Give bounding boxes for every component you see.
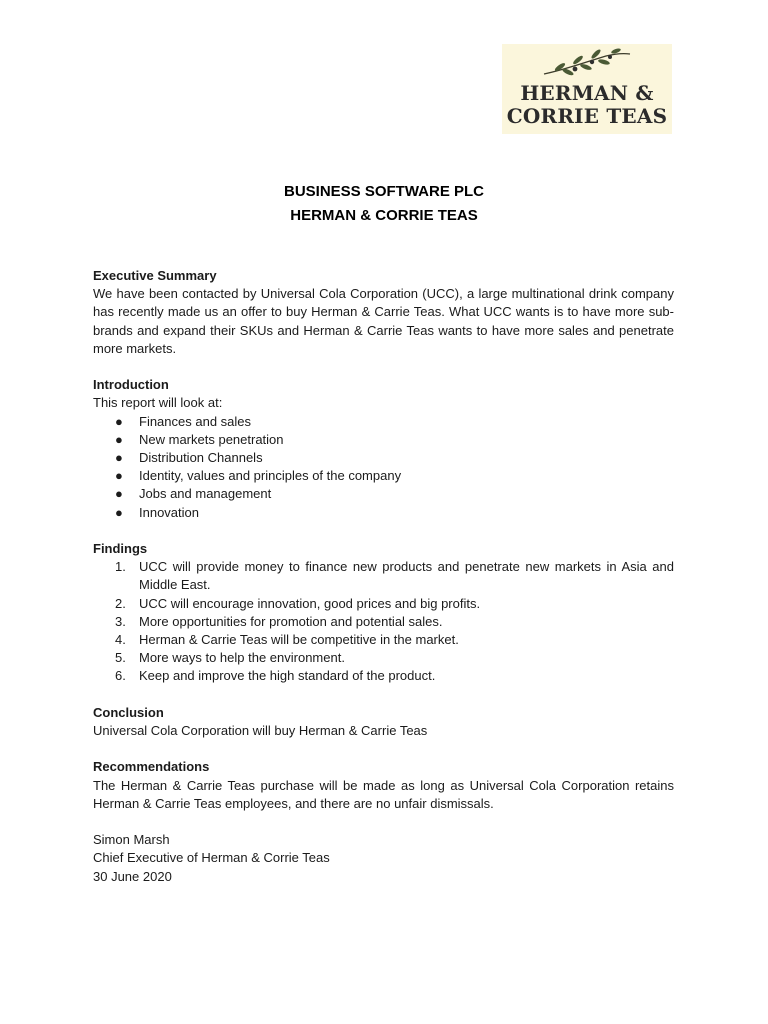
item-number: 6.: [115, 668, 126, 684]
conclusion-text: Universal Cola Corporation will buy Herman & Carrie Teas: [93, 723, 428, 739]
document-title: [0, 180, 768, 228]
list-item-text: Jobs and management: [139, 486, 272, 502]
recommendations-section: [93, 758, 674, 813]
findings-heading: Findings: [93, 541, 148, 557]
list-item-text: Herman & Carrie Teas will be competitive in the market.: [139, 632, 459, 648]
list-item: [93, 504, 674, 522]
list-item-text: New markets penetration: [139, 431, 284, 447]
list-item: [93, 631, 674, 649]
item-number: 2.: [115, 595, 126, 611]
list-item-text: Innovation: [139, 504, 199, 520]
findings-section: [93, 540, 674, 686]
list-item-text: Finances and sales: [139, 413, 252, 429]
item-number: 4.: [115, 632, 126, 648]
olive-branch-icon: [540, 48, 636, 80]
list-item: [93, 613, 674, 631]
signature-block: [93, 831, 674, 886]
item-number: 5.: [115, 650, 126, 666]
recommendations-heading: Recommendations: [93, 759, 210, 775]
signatory-name: Simon Marsh: [93, 832, 170, 848]
logo-line-2: CORRIE TEAS: [506, 104, 668, 128]
introduction-list: [93, 413, 674, 522]
recommendations-text: The Herman & Carrie Teas purchase will be made as long as Universal Cola Corporation retains Herman & Carrie Teas employees, and there are no unfair dismissals.: [93, 777, 674, 811]
company-logo: [502, 44, 672, 134]
findings-list: [93, 558, 674, 685]
document-body: [93, 267, 674, 886]
bullet-icon: ●: [115, 504, 123, 520]
introduction-heading: Introduction: [93, 377, 169, 393]
list-item: [93, 558, 674, 594]
list-item-text: More ways to help the environment.: [139, 650, 345, 666]
list-item: [93, 449, 674, 467]
list-item-text: Distribution Channels: [139, 450, 263, 466]
list-item: [93, 431, 674, 449]
list-item-text: More opportunities for promotion and potential sales.: [139, 613, 443, 629]
list-item-text: Identity, values and principles of the company: [139, 468, 402, 484]
introduction-section: [93, 376, 674, 522]
logo-line-1: HERMAN &: [520, 81, 654, 105]
item-number: 1.: [115, 559, 126, 575]
list-item: [93, 485, 674, 503]
executive-summary-heading: Executive Summary: [93, 268, 217, 283]
title-line-1: BUSINESS SOFTWARE PLC: [283, 183, 485, 200]
conclusion-heading: Conclusion: [93, 704, 164, 720]
list-item: [93, 413, 674, 431]
list-item-text: UCC will encourage innovation, good prices and big profits.: [139, 595, 481, 611]
executive-summary-text: We have been contacted by Universal Cola Corporation (UCC), a large multinational drink company has recently made us an offer to buy Herman & Carrie Teas. What UCC wants is to have more sub-brands and expand their SKUs and Herman & Carrie Teas wants to have more sales and penetrate more markets.: [93, 286, 674, 356]
bullet-icon: ●: [115, 468, 123, 484]
list-item-text: UCC will provide money to finance new products and penetrate new markets in Asia and Middle East.: [139, 559, 674, 593]
introduction-lead: This report will look at:: [93, 395, 223, 411]
bullet-icon: ●: [115, 486, 123, 502]
signatory-role: Chief Executive of Herman & Corrie Teas: [93, 850, 330, 866]
signature-date: 30 June 2020: [93, 868, 172, 884]
list-item-text: Keep and improve the high standard of the product.: [139, 668, 436, 684]
conclusion-section: [93, 704, 674, 740]
list-item: [93, 667, 674, 685]
executive-summary-section: [93, 267, 674, 358]
list-item: [93, 467, 674, 485]
bullet-icon: ●: [115, 450, 123, 466]
bullet-icon: ●: [115, 431, 123, 447]
item-number: 3.: [115, 613, 126, 629]
title-line-2: HERMAN & CORRIE TEAS: [290, 207, 478, 224]
bullet-icon: ●: [115, 413, 123, 429]
list-item: [93, 595, 674, 613]
list-item: [93, 649, 674, 667]
